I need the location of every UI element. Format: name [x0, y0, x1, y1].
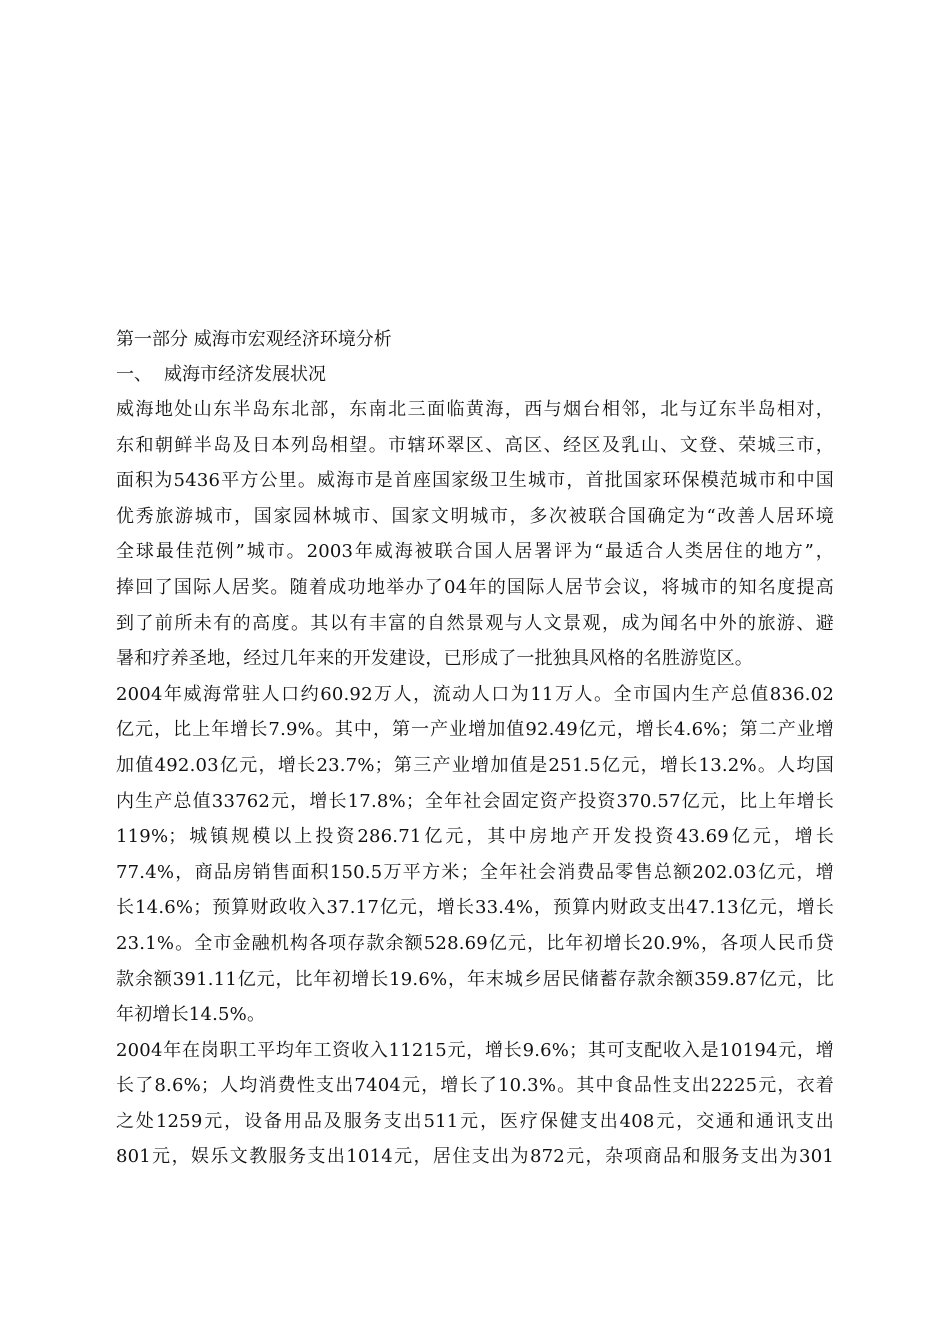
paragraph-line: 优秀旅游城市，国家园林城市、国家文明城市，多次被联合国确定为“改善人居环境	[116, 505, 834, 527]
paragraph-line: 款余额391.11亿元，比年初增长19.6%，年末城乡居民储蓄存款余额359.87亿元，比	[116, 968, 834, 990]
paragraph-line: 之处1259元，设备用品及服务支出511元，医疗保健支出408元，交通和通讯支出	[116, 1110, 834, 1132]
paragraph-line: 23.1%。全市金融机构各项存款余额528.69亿元，比年初增长20.9%，各项人民币贷	[116, 932, 834, 954]
body-text	[116, 392, 834, 1175]
paragraph-line: 全球最佳范例”城市。2003年威海被联合国人居署评为“最适合人类居住的地方”，	[116, 541, 834, 563]
paragraph-line: 801元，娱乐文教服务支出1014元，居住支出为872元，杂项商品和服务支出为301	[116, 1146, 834, 1168]
section-number: 一、	[116, 364, 152, 385]
paragraph-line: 东和朝鲜半岛及日本列岛相望。市辖环翠区、高区、经区及乳山、文登、荣城三市，	[116, 434, 834, 456]
paragraph-line: 长了8.6%；人均消费性支出7404元，增长了10.3%。其中食品性支出2225元，衣着	[116, 1075, 834, 1097]
paragraph	[116, 392, 834, 677]
paragraph-line: 加值492.03亿元，增长23.7%；第三产业增加值是251.5亿元，增长13.2%。人均国	[116, 754, 834, 776]
paragraph-line: 119%；城镇规模以上投资286.71亿元，其中房地产开发投资43.69亿元，增长	[116, 826, 834, 848]
paragraph-line: 面积为5436平方公里。威海市是首座国家级卫生城市，首批国家环保模范城市和中国	[116, 470, 834, 492]
paragraph-line: 到了前所未有的高度。其以有丰富的自然景观与人文景观，成为闻名中外的旅游、避	[116, 612, 834, 634]
paragraph	[116, 677, 834, 1033]
paragraph-line: 暑和疗养圣地，经过几年来的开发建设，已形成了一批独具风格的名胜游览区。	[116, 648, 753, 670]
document-page	[116, 322, 834, 1175]
paragraph-line: 长14.6%；预算财政收入37.17亿元，增长33.4%，预算内财政支出47.13亿元，增长	[116, 897, 834, 919]
section-title: 威海市经济发展状况	[164, 364, 326, 385]
section-heading	[116, 357, 834, 392]
paragraph	[116, 1033, 834, 1175]
paragraph-line: 2004年威海常驻人口约60.92万人，流动人口为11万人。全市国内生产总值836.02	[116, 683, 834, 705]
paragraph-line: 年初增长14.5%。	[116, 1004, 266, 1026]
paragraph-line: 2004年在岗职工平均年工资收入11215元，增长9.6%；其可支配收入是10194元，增	[116, 1039, 834, 1061]
paragraph-line: 捧回了国际人居奖。随着成功地举办了04年的国际人居节会议，将城市的知名度提高	[116, 576, 834, 598]
paragraph-line: 内生产总值33762元，增长17.8%；全年社会固定资产投资370.57亿元，比上年增长	[116, 790, 834, 812]
part-heading: 第一部分 威海市宏观经济环境分析	[116, 329, 392, 350]
paragraph-line: 威海地处山东半岛东北部，东南北三面临黄海，西与烟台相邻，北与辽东半岛相对，	[116, 399, 834, 420]
paragraph-line: 77.4%，商品房销售面积150.5万平方米；全年社会消费品零售总额202.03亿元，增	[116, 861, 834, 883]
paragraph-line: 亿元，比上年增长7.9%。其中，第一产业增加值92.49亿元，增长4.6%；第二产业增	[116, 719, 834, 741]
